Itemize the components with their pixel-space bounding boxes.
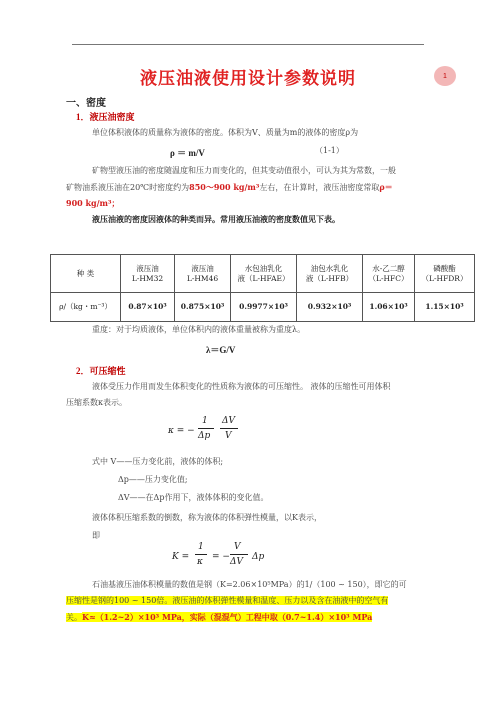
paragraph-oil-modulus-c: 关。K≈（1.2~2）×10³ MPa，实际（混混气）工程中取（0.7~1.4）×10³ MPa	[66, 612, 373, 622]
table-header-cell: 磷酸酯 （L-HFDR）	[415, 255, 475, 293]
equation-number: （1-1）	[315, 146, 344, 155]
table-cell: 0.9977×10³	[231, 293, 297, 322]
table-header-cell: 液压油 L-HM46	[175, 255, 231, 293]
paragraph-oil-modulus-a: 石油基液压油体积模量的数值是钢（K=2.06×10⁵MPa）的1/（100 ~ 150），即它的可	[92, 580, 407, 589]
table-row-label: ρ/（kg・m⁻³）	[51, 293, 121, 322]
paragraph-mineral-oil-b: 矿物油系液压油在20℃时密度约为850～900 kg/m³左右，在计算时，液压油密度常取ρ＝	[66, 182, 393, 192]
definition-volume-change: ΔV——在Δp作用下，液体体积的变化值。	[118, 493, 269, 502]
page-title: 液压油液使用设计参数说明	[140, 69, 356, 88]
table-cell: 0.87×10³	[121, 293, 175, 322]
equation-density: ρ ＝ m/V	[170, 148, 205, 158]
page-number-badge: 1	[434, 66, 456, 86]
definition-pressure-change: Δp——压力变化值;	[118, 475, 188, 484]
paragraph-specific-weight: 重度：对于均质液体，单位体积内的液体重量被称为重度λ。	[92, 325, 306, 334]
table-cell: 1.06×10³	[363, 293, 415, 322]
paragraph-bulk-modulus: 液体体积压缩系数的倒数，称为液体的体积弹性模量，以K表示，	[92, 513, 322, 522]
formula-bulk-modulus: K = 1 κ = − V ΔV Δp	[172, 542, 265, 567]
table-header-cell: 水-乙二醇 （L-HFC）	[363, 255, 415, 293]
paragraph-bulk-modulus-b: 即	[92, 531, 100, 540]
table-cell: 1.15×10³	[415, 293, 475, 322]
paragraph-compressibility-a: 液体受压力作用而发生体积变化的性质称为液体的可压缩性。 液体的压缩性可用体积	[92, 382, 391, 391]
table-header-cell: 种 类	[51, 255, 121, 293]
table-header-cell: 液压油 L-HM32	[121, 255, 175, 293]
table-header-cell: 油包水乳化 液（L-HFB）	[297, 255, 363, 293]
subheading-compressibility: 2．可压缩性	[76, 366, 126, 376]
definition-volume: 式中 V——压力变化前，液体的体积;	[92, 457, 224, 466]
formula-compressibility: κ = − 1 Δp ΔV V	[168, 416, 288, 450]
subheading-oil-density: 1．液压油密度	[76, 112, 135, 122]
table-cell: 0.875×10³	[175, 293, 231, 322]
paragraph-mineral-oil-a: 矿物型液压油的密度随温度和压力而变化的，但其变动值很小，可认为其为常数，一般	[92, 166, 396, 175]
paragraph-density-definition: 单位体积液体的质量称为液体的密度。体积为V、质量为m的液体的密度ρ为	[92, 128, 359, 137]
paragraph-mineral-oil-c: 900 kg/m³；	[66, 198, 120, 208]
table-header-cell: 水包油乳化 液（L-HFAE）	[231, 255, 297, 293]
table-cell: 0.932×10³	[297, 293, 363, 322]
section-heading-density: 一、密度	[66, 98, 106, 109]
paragraph-compressibility-b: 压缩系数κ表示。	[66, 398, 127, 407]
paragraph-density-table-intro: 液压油液的密度因液体的种类而异。常用液压油液的密度数值见下表。	[92, 214, 340, 224]
paragraph-oil-modulus-b: 压缩性是钢的100 ~ 150倍。液压油的体积弹性模量和温度、压力以及含在油液中的空气有	[66, 596, 389, 605]
header-rule	[72, 44, 424, 45]
density-table	[50, 254, 475, 322]
equation-specific-weight: λ＝G/V	[206, 345, 236, 355]
